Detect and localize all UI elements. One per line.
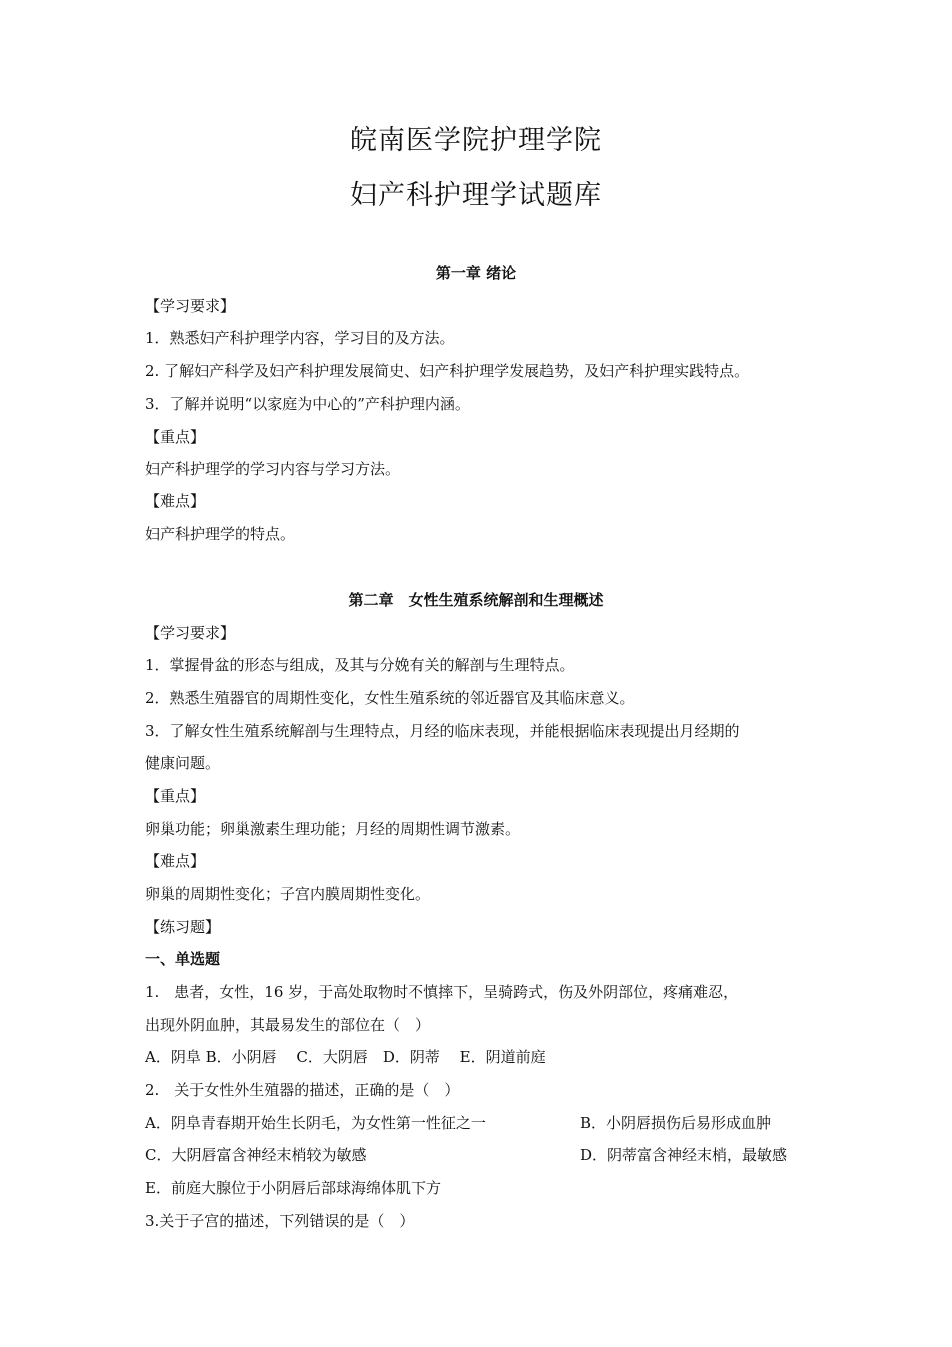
chapter2-req-2: 2．熟悉生殖器官的周期性变化，女性生殖系统的邻近器官及其临床意义。 <box>145 689 635 707</box>
chapter1-diff-label: 【难点】 <box>145 492 206 510</box>
question-2-option-c: C．大阴唇富含神经末梢较为敏感 <box>145 1146 367 1164</box>
chapter1-key-label: 【重点】 <box>145 428 206 446</box>
chapter2-diff: 卵巢的周期性变化；子宫内膜周期性变化。 <box>145 885 431 903</box>
question-2-option-d: D．阴蒂富含神经末梢，最敏感 <box>580 1146 788 1164</box>
chapter1-req-label: 【学习要求】 <box>145 297 236 315</box>
chapter2-req-3-cont: 健康问题。 <box>145 754 221 772</box>
chapter2-req-label: 【学习要求】 <box>145 624 236 642</box>
question-1-stem: 1. 患者，女性，16 岁，于高处取物时不慎摔下，呈骑跨式，伤及外阴部位，疼痛难忍， <box>145 983 739 1001</box>
chapter2-key-label: 【重点】 <box>145 787 206 805</box>
chapter2-heading: 第二章 女性生殖系统解剖和生理概述 <box>348 591 604 609</box>
section-single-choice: 一、单选题 <box>145 950 221 968</box>
document-title: 皖南医学院护理学院 <box>350 125 602 156</box>
chapter2-diff-label: 【难点】 <box>145 852 206 870</box>
chapter1-req-3: 3．了解并说明“以家庭为中心的”产科护理内涵。 <box>145 395 470 413</box>
chapter2-req-3: 3．了解女性生殖系统解剖与生理特点，月经的临床表现，并能根据临床表现提出月经期的 <box>145 722 740 740</box>
question-1-options: A．阴阜 B．小阴唇 C．大阴唇 D．阴蒂 E．阴道前庭 <box>145 1048 546 1066</box>
chapter2-key: 卵巢功能；卵巢激素生理功能；月经的周期性调节激素。 <box>145 820 521 838</box>
document-subtitle: 妇产科护理学试题库 <box>350 180 602 211</box>
practice-label: 【练习题】 <box>145 918 221 936</box>
question-1-stem-cont: 出现外阴血肿，其最易发生的部位在（ ） <box>145 1016 431 1034</box>
question-2-option-a: A．阴阜青春期开始生长阴毛，为女性第一性征之一 <box>145 1114 486 1132</box>
chapter2-req-1: 1．掌握骨盆的形态与组成，及其与分娩有关的解剖与生理特点。 <box>145 656 575 674</box>
question-2-option-b: B．小阴唇损伤后易形成血肿 <box>580 1114 772 1132</box>
question-2-stem: 2. 关于女性外生殖器的描述，正确的是（ ） <box>145 1081 460 1099</box>
chapter1-req-2: 2. 了解妇产科学及妇产科护理发展简史、妇产科护理学发展趋势，及妇产科护理实践特点。 <box>145 362 750 380</box>
question-3-stem: 3.关于子宫的描述，下列错误的是（ ） <box>145 1212 415 1230</box>
chapter1-heading: 第一章 绪论 <box>435 264 517 282</box>
chapter1-req-1: 1．熟悉妇产科护理学内容，学习目的及方法。 <box>145 329 455 347</box>
chapter1-diff: 妇产科护理学的特点。 <box>145 525 296 543</box>
question-2-option-e: E．前庭大腺位于小阴唇后部球海绵体肌下方 <box>145 1179 441 1197</box>
chapter1-key: 妇产科护理学的学习内容与学习方法。 <box>145 460 401 478</box>
